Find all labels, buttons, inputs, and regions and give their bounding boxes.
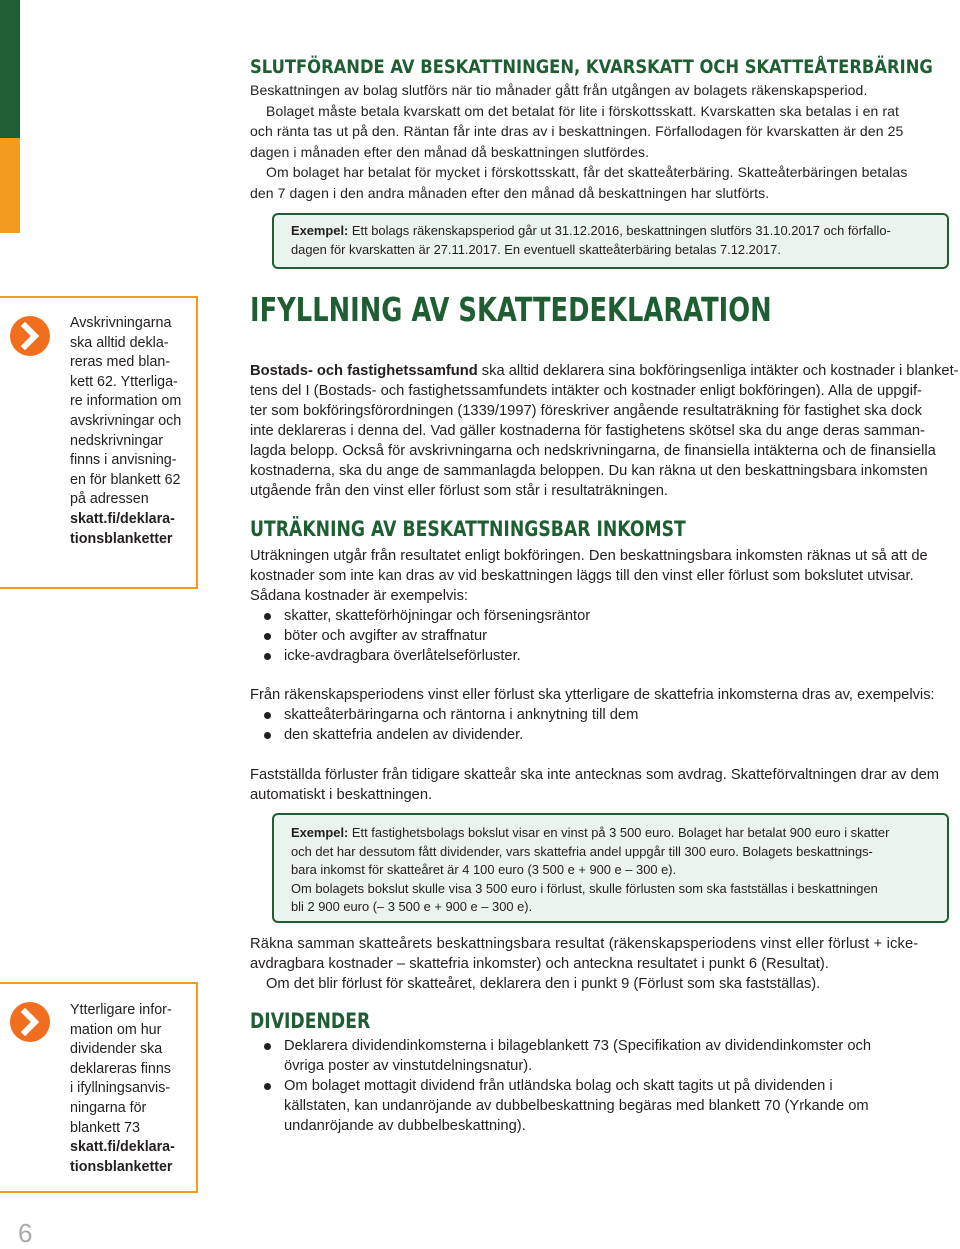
paragraph-line: Om bolaget har betalat för mycket i förskottsskatt, får det skatteåterbäring. Skatteåterbäringen betalas bbox=[266, 164, 908, 180]
sidebar-link[interactable] bbox=[70, 510, 200, 549]
list-item: böter och avgifter av straffnatur bbox=[250, 626, 955, 646]
sidebar-line: Ytterligare infor- bbox=[70, 1002, 172, 1018]
sidebar-line: avskrivningar och bbox=[70, 412, 182, 429]
list-item-line: källstaten, kan undanröjande av dubbelbeskattning begäras med blankett 70 (Yrkande om bbox=[284, 1098, 869, 1114]
list-item: den skattefria andelen av dividender. bbox=[250, 725, 955, 745]
paragraph-line: utgående från den vinst eller förlust som står i resultaträkningen. bbox=[250, 483, 668, 499]
sidebar-line: kett 62. Ytterliga- bbox=[70, 373, 178, 390]
example-text: bli 2 900 euro (– 3 500 e + 900 e – 300 e). bbox=[291, 899, 533, 915]
sidebar-text bbox=[70, 314, 200, 549]
section-utrakning bbox=[250, 517, 955, 541]
heading-ifyllning: IFYLLNING AV SKATTEDEKLARATION bbox=[250, 290, 772, 329]
example-text: bara inkomst för skatteåret är 4 100 euro (3 500 e + 900 e – 300 e). bbox=[291, 862, 677, 878]
paragraph-line: kostnaderna, ska du ange de sammanlagda beloppen. Du kan räkna ut den beskattningsbara inkomsten bbox=[250, 463, 928, 479]
page-number: 6 bbox=[18, 1218, 33, 1248]
list-item: icke-avdragbara överlåtelseförluster. bbox=[250, 646, 955, 666]
paragraph-line: Räkna samman skatteårets beskattningsbara resultat (räkenskapsperiodens vinst eller förlust + icke- bbox=[250, 936, 919, 952]
list-item: skatter, skatteförhöjningar och förseningsräntor bbox=[250, 606, 955, 626]
paragraph-line: Fastställda förluster från tidigare skatteår ska inte antecknas som avdrag. Skatteförvaltningen drar av dem bbox=[250, 767, 940, 783]
sidebar-line: nedskrivningar bbox=[70, 432, 163, 449]
sidebar-line: ningarna för bbox=[70, 1099, 147, 1116]
sidebar-link[interactable] bbox=[70, 1138, 200, 1177]
section-dividender bbox=[250, 1009, 955, 1033]
heading-dividender: DIVIDENDER bbox=[250, 1009, 371, 1033]
sidebar-link-line[interactable]: skatt.fi/deklara- bbox=[70, 1139, 175, 1156]
paragraph-line: Sådana kostnader är exempelvis: bbox=[250, 588, 468, 604]
paragraph-line: inte deklareras i denna del. Vad gäller kostnaderna för fastighetens skötsel ska du ange deras samman- bbox=[250, 423, 925, 439]
paragraph-line: ter som bokföringsförordningen (1339/1997) föreskriver angående resultaträkning för fastighet ska dock bbox=[250, 403, 922, 419]
paragraph-line: automatiskt i beskattningen. bbox=[250, 787, 433, 803]
left-edge-green-bar bbox=[0, 0, 20, 138]
chevron-right-icon bbox=[10, 316, 50, 356]
section-kvarskatt-body bbox=[250, 80, 955, 203]
example-label: Exempel: bbox=[291, 223, 349, 238]
example-box-1 bbox=[272, 213, 949, 269]
sidebar-line: reras med blan- bbox=[70, 354, 171, 371]
bullet-list-skattefria bbox=[250, 705, 955, 745]
paragraph-line: avdragbara kostnader – skattefria inkomster) och anteckna resultatet i punkt 6 (Resultat). bbox=[250, 956, 829, 972]
list-item: skatteåterbäringarna och räntorna i anknytning till dem bbox=[250, 705, 955, 725]
sidebar-line: en för blankett 62 bbox=[70, 471, 181, 488]
paragraph-line: lagda belopp. Också för avskrivningarna och nedskrivningarna, de finansiella intäkterna och de finansiella bbox=[250, 443, 936, 459]
example-text: och det har dessutom fått dividender, vars skattefria andel uppgår till 300 euro. Bolagets beskattnings- bbox=[291, 843, 873, 859]
paragraph-line: Beskattningen av bolag slutförs när tio månader gått från utgången av bolagets räkenskapsperiod. bbox=[250, 82, 868, 98]
sidebar-line: mation om hur bbox=[70, 1021, 162, 1038]
sidebar-line: på adressen bbox=[70, 491, 149, 508]
paragraph-line: och ränta tas ut på den. Räntan får inte dras av i beskattningen. Förfallodagen för kvarskatten är den 25 bbox=[250, 123, 904, 139]
list-item-line: övriga poster av vinstutdelningsnatur). bbox=[284, 1058, 533, 1074]
heading-slutforande: SLUTFÖRANDE AV BESKATTNINGEN, KVARSKATT OCH SKATTEÅTERBÄRING bbox=[250, 56, 933, 78]
list-item bbox=[250, 1076, 955, 1136]
list-item-line: Om bolaget mottagit dividend från utländska bolag och skatt tagits ut på dividenden i bbox=[284, 1078, 833, 1094]
sidebar-line: blankett 73 bbox=[70, 1119, 140, 1136]
sidebar-line: Avskrivningarna bbox=[70, 315, 172, 331]
sidebar-line: finns i anvisning- bbox=[70, 452, 177, 469]
chevron-right-icon bbox=[10, 1002, 50, 1042]
section-sammanrakning bbox=[250, 934, 955, 994]
paragraph-line: Från räkenskapsperiodens vinst eller förlust ska ytterligare de skattefria inkomsterna dras av, exempelvis: bbox=[250, 687, 935, 703]
example-label: Exempel: bbox=[291, 825, 349, 840]
sidebar-line: i ifyllningsanvis- bbox=[70, 1080, 171, 1097]
bullet-list-kostnader bbox=[250, 606, 955, 666]
sidebar-link-line[interactable]: tionsblanketter bbox=[70, 530, 173, 547]
sidebar-text bbox=[70, 1001, 200, 1177]
left-edge-orange-bar bbox=[0, 138, 20, 233]
list-item-line: undanröjande av dubbelbeskattning). bbox=[284, 1118, 526, 1134]
sidebar-link-line[interactable]: skatt.fi/deklara- bbox=[70, 510, 175, 527]
section-utrakning-body bbox=[250, 546, 955, 805]
paragraph-line: Om det blir förlust för skatteåret, deklarera den i punkt 9 (Förlust som ska fastställas). bbox=[266, 976, 821, 992]
paragraph-line: Bolaget måste betala kvarskatt om det betalat för lite i förskottsskatt. Kvarskatten ska betalas i en rat bbox=[266, 102, 900, 119]
sidebar-link-line[interactable]: tionsblanketter bbox=[70, 1158, 173, 1175]
section-kvarskatt bbox=[250, 56, 955, 78]
example-text: Ett bolags räkenskapsperiod går ut 31.12.2016, beskattningen slutförs 31.10.2017 och förfallo- bbox=[351, 223, 891, 238]
sidebar-line: deklareras finns bbox=[70, 1060, 171, 1077]
section-ifyllning bbox=[250, 292, 955, 328]
sidebar-line: dividender ska bbox=[70, 1041, 163, 1058]
lead-bold-text: Bostads- och fastighetssamfund bbox=[250, 363, 478, 379]
heading-utrakning: UTRÄKNING AV BESKATTNINGSBAR INKOMST bbox=[250, 517, 686, 541]
paragraph-line: ska alltid deklarera sina bokföringsenliga intäkter och kostnader i blanket- bbox=[477, 363, 959, 379]
example-text: Om bolagets bokslut skulle visa 3 500 euro i förlust, skulle förlusten som ska fastställas i beskattningen bbox=[291, 880, 878, 896]
paragraph-line: tens del I (Bostads- och fastighetssamfundets intäkter och kostnader enligt bokföringen). Alla de uppgif- bbox=[250, 383, 922, 399]
paragraph-line: den 7 dagen i den andra månaden efter den månad då beskattningen har slutförts. bbox=[250, 184, 770, 201]
paragraph-line: kostnader som inte kan dras av vid beskattningen läggs till den vinst eller förlust som bokslutet utvisar. bbox=[250, 568, 914, 584]
example-text: Ett fastighetsbolags bokslut visar en vinst på 3 500 euro. Bolaget har betalat 900 euro i skatter bbox=[351, 825, 890, 840]
list-item bbox=[250, 1036, 955, 1076]
list-item-line: Deklarera dividendinkomsterna i bilageblankett 73 (Specifikation av dividendinkomster och bbox=[284, 1038, 872, 1054]
example-text: dagen för kvarskatten är 27.11.2017. En eventuell skatteåterbäring betalas 7.12.2017. bbox=[291, 241, 781, 257]
example-box-2 bbox=[272, 813, 949, 923]
paragraph-line: Uträkningen utgår från resultatet enligt bokföringen. Den beskattningsbara inkomsten räknas ut så att de bbox=[250, 548, 928, 564]
section-ifyllning-body bbox=[250, 361, 959, 501]
section-dividender-body bbox=[250, 1036, 955, 1136]
sidebar-line: ska alltid dekla- bbox=[70, 334, 169, 351]
sidebar-line: re information om bbox=[70, 393, 182, 410]
paragraph-line: dagen i månaden efter den månad då beskattningen slutfördes. bbox=[250, 143, 650, 160]
bullet-list-dividender bbox=[250, 1036, 955, 1136]
